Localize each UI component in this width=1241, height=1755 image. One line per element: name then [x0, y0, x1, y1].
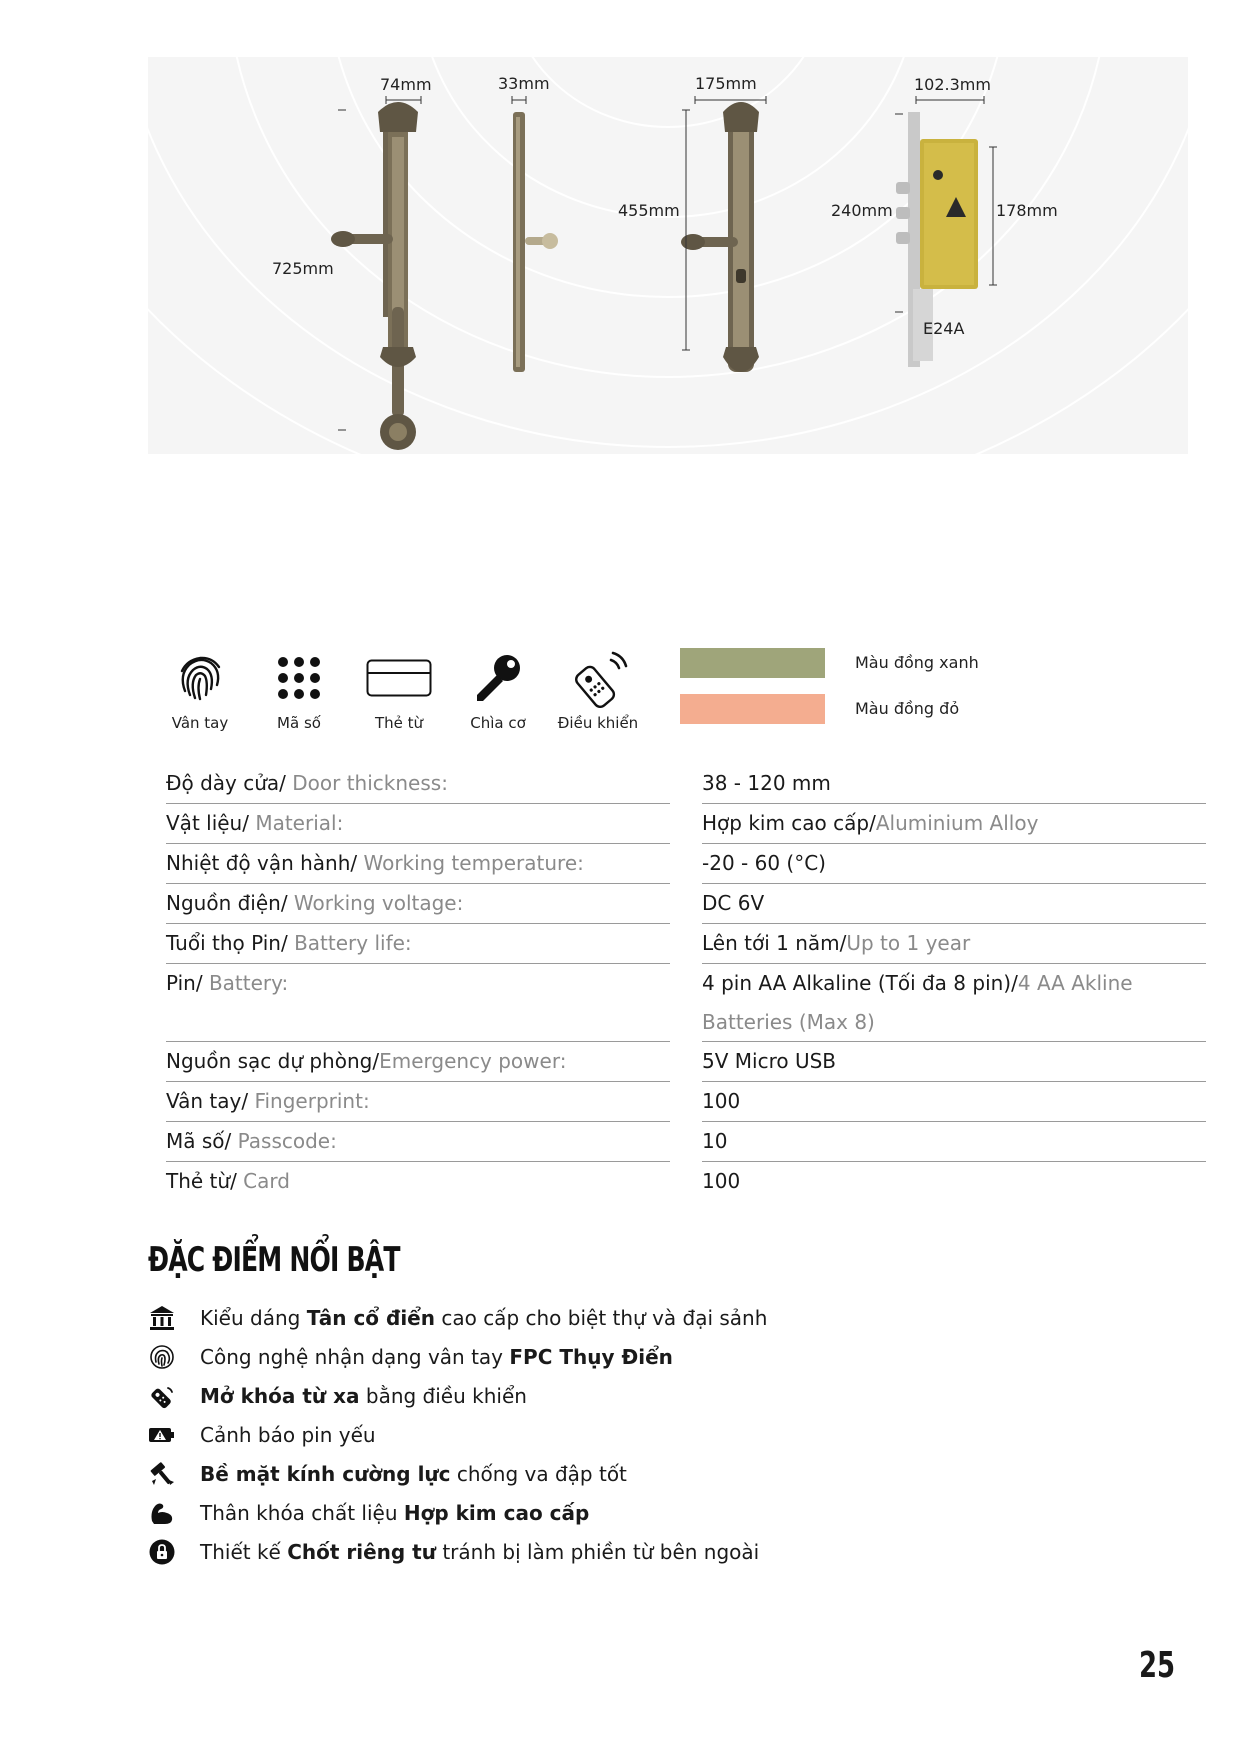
dim-mortise-height: 240mm [831, 201, 893, 220]
feature-highlight: Tân cổ điển [306, 1306, 435, 1330]
spec-value [702, 1082, 1206, 1122]
table-row [166, 884, 1206, 924]
feature-highlight: Hợp kim cao cấp [403, 1501, 590, 1525]
spec-key-en: Emergency power: [379, 1049, 567, 1073]
key-icon [473, 653, 523, 703]
method-label: Vân tay [171, 714, 229, 732]
hammer-icon [149, 1461, 175, 1487]
spec-key [166, 1162, 670, 1201]
spec-key [166, 1122, 670, 1162]
dim-front-width: 74mm [380, 75, 432, 94]
spec-key-vi: Vân tay/ [166, 1089, 249, 1113]
feature-highlight: Mở khóa từ xa [200, 1384, 360, 1408]
product-dimension-figure [148, 57, 1188, 454]
mortise-model: E24A [923, 319, 965, 338]
spec-key [166, 844, 670, 884]
table-row [166, 964, 1206, 1042]
dim-back-height: 455mm [618, 201, 680, 220]
spec-key-en: Battery: [202, 971, 289, 995]
feature-item [148, 1496, 589, 1530]
table-row [166, 924, 1206, 964]
table-row [166, 844, 1206, 884]
spec-value [702, 1122, 1206, 1162]
spec-value-vi: Hợp kim cao cấp/ [702, 811, 876, 835]
privacy-lock-icon [149, 1539, 175, 1565]
feature-item [148, 1418, 376, 1452]
spec-value-vi: DC 6V [702, 891, 765, 915]
feature-item [148, 1379, 527, 1413]
spec-table [166, 764, 1206, 1201]
feature-text: chống va đập tốt [450, 1462, 627, 1486]
spec-value [702, 1042, 1206, 1082]
spec-key-vi: Pin/ [166, 971, 203, 995]
spec-value [702, 804, 1206, 844]
side-lock-image [513, 112, 558, 372]
spec-key-vi: Nhiệt độ vận hành/ [166, 851, 358, 875]
spec-key [166, 884, 670, 924]
color-swatch-red-bronze [680, 694, 825, 724]
spec-key [166, 804, 670, 844]
spec-value-vi: 10 [702, 1129, 728, 1153]
feature-item [148, 1457, 627, 1491]
spec-key [166, 964, 670, 1042]
dim-side-width: 33mm [498, 74, 550, 93]
dim-total-height: 725mm [272, 259, 334, 278]
table-row [166, 1082, 1206, 1122]
spec-value [702, 1162, 1206, 1201]
color-label-red-bronze: Màu đồng đỏ [855, 699, 960, 718]
feature-text: Thân khóa chất liệu [200, 1501, 404, 1525]
method-label: Chìa cơ [470, 714, 526, 732]
spec-key [166, 1082, 670, 1122]
spec-value [702, 884, 1206, 924]
spec-key [166, 924, 670, 964]
color-label-green-bronze: Màu đồng xanh [855, 653, 979, 672]
color-swatch-green-bronze [680, 648, 825, 678]
feature-text: bằng điều khiển [359, 1384, 527, 1408]
table-row [166, 1122, 1206, 1162]
feature-item [148, 1340, 673, 1374]
feature-text: cao cấp cho biệt thự và đại sảnh [434, 1306, 768, 1330]
spec-key-en: Material: [248, 811, 344, 835]
method-card [349, 648, 449, 732]
spec-key-en: Battery life: [287, 931, 412, 955]
spec-value [702, 924, 1206, 964]
method-label: Thẻ từ [374, 714, 424, 732]
method-fingerprint [150, 648, 250, 732]
feature-highlight: FPC Thụy Điển [509, 1345, 673, 1369]
feature-item [148, 1535, 759, 1569]
spec-value [702, 764, 1206, 804]
spec-value-vi: -20 - 60 (°C) [702, 851, 826, 875]
remote-icon [565, 648, 631, 708]
villa-icon [149, 1305, 175, 1331]
spec-value-vi: 100 [702, 1089, 741, 1113]
feature-highlight: Chốt riêng tư [287, 1540, 436, 1564]
strength-icon [149, 1501, 175, 1525]
spec-value-vi: 100 [702, 1169, 741, 1193]
feature-highlight: Bề mặt kính cường lực [200, 1462, 451, 1486]
spec-key-vi: Tuổi thọ Pin/ [166, 931, 288, 955]
spec-key-vi: Mã số/ [166, 1129, 232, 1153]
feature-text: Công nghệ nhận dạng vân tay [200, 1345, 510, 1369]
method-label: Điều khiển [557, 714, 639, 732]
spec-value-vi: 5V Micro USB [702, 1049, 837, 1073]
method-remote [548, 648, 648, 732]
remote-icon [149, 1383, 175, 1409]
page-number: 25 [1138, 1645, 1175, 1686]
method-passcode [249, 648, 349, 732]
spec-value [702, 964, 1206, 1042]
spec-key-en: Passcode: [231, 1129, 337, 1153]
fingerprint-icon [149, 1344, 175, 1370]
spec-key-en: Card [236, 1169, 290, 1193]
feature-text: Cảnh báo pin yếu [200, 1423, 376, 1447]
spec-key [166, 764, 670, 804]
dim-back-width: 175mm [695, 74, 757, 93]
card-icon [366, 659, 432, 697]
lock-drawing [148, 57, 1188, 454]
spec-value-en: 4 AA Akline Batteries (Max 8) [702, 971, 1133, 1034]
spec-value-en: Up to 1 year [846, 931, 971, 955]
fingerprint-icon [173, 651, 227, 705]
spec-key-en: Fingerprint: [248, 1089, 370, 1113]
table-row [166, 804, 1206, 844]
feature-text: tránh bị làm phiền từ bên ngoài [435, 1540, 760, 1564]
spec-value-en: Aluminium Alloy [875, 811, 1039, 835]
spec-key-vi: Thẻ từ/ [166, 1169, 237, 1193]
method-mechanical-key [448, 648, 548, 732]
spec-key [166, 1042, 670, 1082]
keypad-icon [275, 655, 323, 701]
dim-mortise-width: 102.3mm [914, 75, 991, 94]
spec-value-vi: 38 - 120 mm [702, 771, 831, 795]
table-row [166, 764, 1206, 804]
spec-key-vi: Nguồn điện/ [166, 891, 288, 915]
table-row [166, 1042, 1206, 1082]
feature-text: Kiểu dáng [200, 1306, 307, 1330]
spec-key-vi: Vật liệu/ [166, 811, 249, 835]
spec-key-en: Door thickness: [285, 771, 448, 795]
spec-key-vi: Nguồn sạc dự phòng/ [166, 1049, 380, 1073]
spec-key-en: Working voltage: [287, 891, 464, 915]
method-label: Mã số [277, 714, 321, 732]
low-battery-icon [148, 1424, 176, 1446]
dim-mortise-inner-height: 178mm [996, 201, 1058, 220]
spec-value-vi: Lên tới 1 năm/ [702, 931, 847, 955]
spec-key-en: Working temperature: [357, 851, 584, 875]
feature-item [148, 1301, 767, 1335]
spec-key-vi: Độ dày cửa/ [166, 771, 286, 795]
feature-text: Thiết kế [200, 1540, 288, 1564]
table-row [166, 1162, 1206, 1201]
spec-value [702, 844, 1206, 884]
features-title: ĐẶC ĐIỂM NỔI BẬT [148, 1240, 400, 1280]
back-lock-image [681, 102, 759, 372]
spec-value-vi: 4 pin AA Alkaline (Tối đa 8 pin)/ [702, 971, 1018, 995]
